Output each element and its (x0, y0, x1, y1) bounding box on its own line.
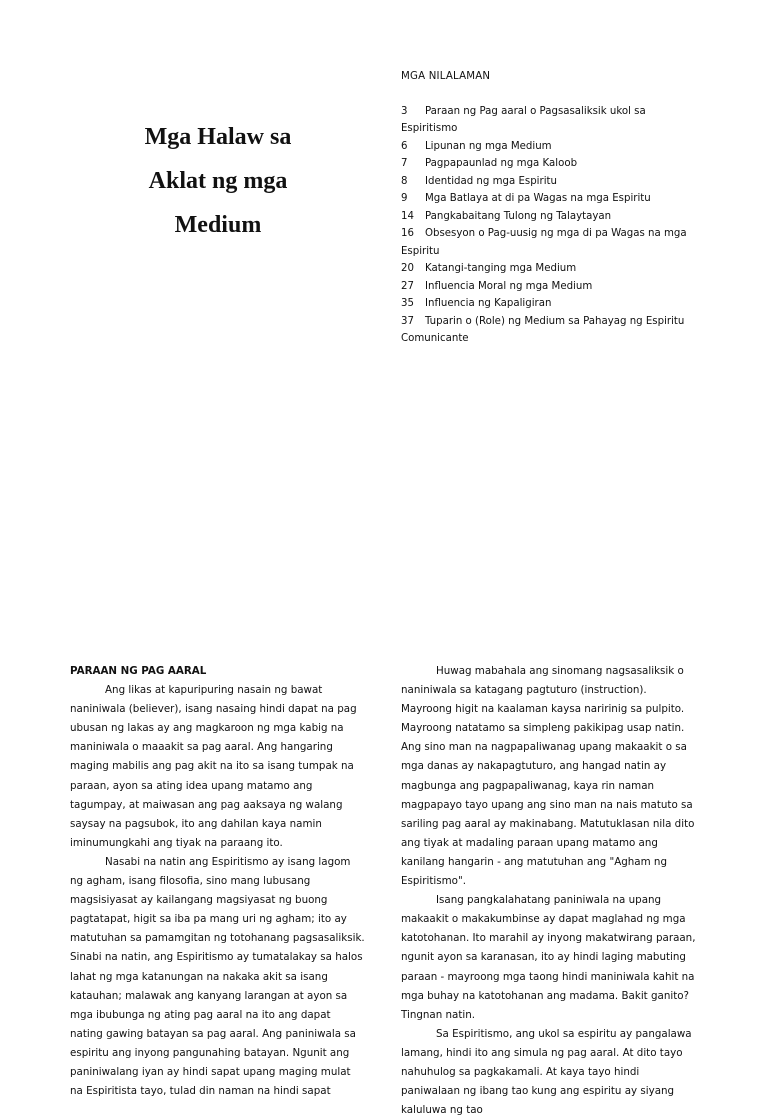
toc-item (401, 173, 701, 191)
toc-item-label: Paraan ng Pag aaral o Pagsasaliksik ukol sa Espiritismo (401, 105, 646, 134)
table-of-contents (401, 68, 701, 348)
toc-item-label: Influencia Moral ng mga Medium (425, 280, 593, 292)
toc-page-number: 9 (401, 193, 408, 204)
toc-page-number: 7 (401, 158, 408, 169)
toc-item (401, 278, 701, 296)
toc-item (401, 225, 701, 260)
toc-item (401, 313, 701, 348)
toc-item (401, 155, 701, 173)
toc-item-label: Katangi-tanging mga Medium (425, 263, 577, 274)
toc-item (401, 103, 701, 138)
toc-page-number: 6 (401, 140, 408, 152)
toc-page-number: 8 (401, 175, 408, 187)
toc-list (401, 103, 701, 348)
toc-item (401, 260, 701, 278)
document-title (100, 115, 336, 247)
toc-item (401, 208, 701, 226)
toc-item-label: Influencia ng Kapaligiran (425, 298, 552, 309)
body-column-right (401, 662, 697, 1120)
body-paragraph: Isang pangkalahatang paniniwala na upang makaakit o makakumbinse ay dapat maglahad ng mga katotohanan. Ito marahil ay inyong makatwirang paraan, ngunit ayon sa karanasan, ito ay hindi laging mabuting paraan - mayroong mga taong hindi maniniwala kahit na mga buhay na katotohanan ang madama. Bakit ganito? Tingnan natin. (401, 894, 696, 1021)
toc-page-number: 35 (401, 298, 414, 309)
body-paragraph: Sa Espiritismo, ang ukol sa espiritu ay pangalawa lamang, hindi ito ang simula ng pag aaral. At dito tayo nahuhulog sa pagkakamali. At kaya tayo hindi paniwalaan ng ibang tao kung ang espiritu ay siyang kaluluwa ng tao (401, 1027, 692, 1117)
body-paragraph: Ang likas at kapuripuring nasain ng bawat naniniwala (believer), isang nasaing hindi dapat na pag ubusan ng lakas ay ang magkaroon ng mga kabig na maniniwala o maaakit sa pag aaral. Ang hangaring maging mabilis ang pag akit na ito sa isang tumpak na paraan, ayon sa ating idea upang matamo ang tagumpay, at maiwasan ang pag aaksaya ng walang saysay na pagsubok, ito ang dahilan kaya namin iminumungkahi ang tiyak na paraang ito. (70, 684, 357, 849)
toc-item-label: Identidad ng mga Espiritu (425, 175, 557, 187)
toc-page-number: 3 (401, 105, 408, 117)
section-heading: PARAAN NG PAG AARAL (70, 665, 207, 677)
toc-item-label: Pagpapaunlad ng mga Kaloob (425, 158, 578, 169)
toc-page-number: 14 (401, 210, 414, 222)
toc-item-label: Lipunan ng mga Medium (425, 140, 552, 152)
toc-item (401, 138, 701, 156)
toc-item-label: Mga Batlaya at di pa Wagas na mga Espiritu (425, 193, 651, 204)
toc-item-label: Tuparin o (Role) ng Medium sa Pahayag ng Espiritu Comunicante (401, 315, 685, 344)
toc-header: MGA NILALAMAN (401, 71, 491, 82)
toc-page-number: 20 (401, 263, 414, 274)
title-line-3: Medium (174, 212, 262, 238)
toc-item-label: Pangkabaitang Tulong ng Talaytayan (425, 210, 612, 222)
toc-item (401, 190, 701, 208)
toc-page-number: 27 (401, 280, 414, 292)
title-line-2: Aklat ng mga (148, 168, 288, 194)
toc-item (401, 295, 701, 313)
toc-page-number: 37 (401, 315, 414, 327)
toc-item-label: Obsesyon o Pag-uusig ng mga di pa Wagas na mga Espiritu (401, 228, 687, 257)
body-column-left (70, 662, 366, 1101)
toc-page-number: 16 (401, 228, 414, 239)
title-line-1: Mga Halaw sa (144, 124, 292, 150)
body-paragraph: Nasabi na natin ang Espiritismo ay isang lagom ng agham, isang filosofia, sino mang lubusang magsisiyasat ay kailangang magsiyasat ng buong pagtatapat, higit sa iba pa mang uri ng agham; ito ay matutuhan sa pamamgitan ng totohanang pagsasaliksik. Sinabi na natin, ang Espiritismo ay tumatalakay sa halos lahat ng mga katanungan na nakaka akit sa isang katauhan; malawak ang kanyang larangan at ayon sa mga ibubunga ng ating pag aaral na ito ang dapat nating gawing batayan sa pag aaral. Ang paniniwala sa espiritu ang inyong pangunahing batayan. Ngunit ang paniniwalang iyan ay hindi sapat upang maging mulat na Espiritista tayo, tulad din naman na hindi sapat (70, 855, 365, 1098)
body-paragraph: Huwag mabahala ang sinomang nagsasaliksik o naniniwala sa katagang pagtuturo (instruction). Mayroong higit na kaalaman kaysa naririnig sa pulpito. Mayroong natatamo sa simpleng pakikipag usap natin. Ang sino man na nagpapaliwanag upang makaakit o sa mga danas ay nakapagtuturo, ang hangad natin ay magbunga ang pagpapaliwanag, kaya rin naman magpapayo tayo upang ang sino man na nais matuto sa sariling pag aaral ay makinabang. Matutuklasan nila dito ang tiyak at madaling paraan upang matamo ang kanilang hangarin - ang matutuhan ang "Agham ng Espiritismo". (401, 665, 695, 888)
